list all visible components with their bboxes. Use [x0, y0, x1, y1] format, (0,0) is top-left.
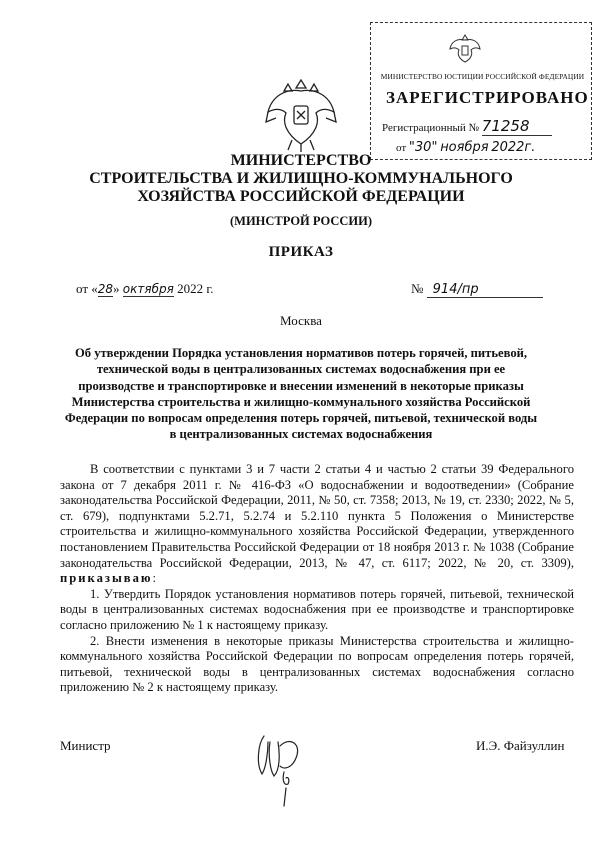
order-date-year: 2022 г. [173, 281, 214, 296]
signatory-name: И.Э. Файзуллин [476, 738, 565, 753]
stamp-reg-label: Регистрационный № [382, 122, 480, 134]
ministry-abbrev: (МИНСТРОЙ РОССИИ) [229, 214, 372, 228]
registration-stamp [370, 22, 592, 160]
signatory-position: Министр [60, 738, 111, 753]
body-paragraph-2: 2. Внести изменения в некоторые приказы Министерства строительства и жилищно-коммунального хозяйства Российской Федерации по вопросам определения потерь горячей, питьевой, технической воды в централизованных системах водоснабжения согласно приложению № 2 к настоящему приказу. [60, 633, 574, 695]
coat-of-arms-icon [262, 78, 340, 154]
stamp-date-day: "30" [408, 140, 438, 155]
stamp-date-year: 2022г. [491, 140, 536, 155]
document-type: ПРИКАЗ [268, 244, 334, 260]
order-date [76, 281, 213, 297]
ministry-title-line2: СТРОИТЕЛЬСТВА И ЖИЛИЩНО-КОММУНАЛЬНОГО [89, 170, 513, 187]
order-word-colon: : [152, 571, 156, 586]
order-date-day: 28 [97, 282, 114, 296]
body-paragraph-preamble [60, 462, 574, 587]
stamp-reg-line [382, 117, 552, 136]
ministry-title-line1: МИНИСТЕРСТВО [230, 152, 372, 169]
stamp-emblem-icon [447, 32, 483, 66]
order-body [60, 462, 574, 696]
stamp-registered: ЗАРЕГИСТРИРОВАНО [386, 88, 589, 107]
ministry-title-line3: ХОЗЯЙСТВА РОССИЙСКОЙ ФЕДЕРАЦИИ [137, 188, 465, 205]
order-number-value: 914/пр [427, 282, 543, 298]
ministry-title [0, 152, 602, 206]
order-subject: Об утверждении Порядка установления нормативов потерь горячей, питьевой, технической воды в централизованных системах водоснабжения при ее производстве и транспортировке и внесении изменений в некоторые приказы Министерства строительства и жилищно-коммунального хозяйства Российской Федерации по вопросам определения потерь горячей, питьевой, технической воды в централизованных системах водоснабжения [64, 346, 538, 442]
handwritten-signature [250, 724, 310, 814]
order-date-mid: » [113, 281, 123, 296]
stamp-reg-number: 71258 [482, 117, 552, 136]
body-paragraph-1: 1. Утвердить Порядок установления нормативов потерь горячей, питьевой, технической воды в централизованных системах водоснабжения при ее производстве и транспортировке согласно приложению № 1 к настоящему приказу. [60, 586, 574, 632]
order-date-month: октября [122, 282, 174, 296]
stamp-ministry: МИНИСТЕРСТВО ЮСТИЦИИ РОССИЙСКОЙ ФЕДЕРАЦИИ [380, 72, 585, 81]
stamp-date-month: ноября [440, 140, 489, 155]
order-word: приказываю [60, 571, 153, 586]
stamp-date-prefix: от [396, 142, 407, 154]
city: Москва [280, 313, 322, 328]
preamble-text: В соответствии с пунктами 3 и 7 части 2 статьи 4 и частью 2 статьи 39 Федерального закона от 7 декабря 2011 г. № 416-ФЗ «О водоснабжении и водоотведении» (Собрание законодательства Российской Федерации, 2011, № 50, ст. 7358; 2013, № 19, ст. 2330; 2022, № 5, ст. 679), подпунктами 5.2.71, 5.2.74 и 5.2.110 пункта 5 Положения о Министерстве строительства и жилищно-коммунального хозяйства Российской Федерации, утвержденного постановлением Правительства Российской Федерации от 18 ноября 2013 г. № 1038 (Собрание законодательства Российской Федерации, 2013, № 47, ст. 6117; 2022, № 20, ст. 3309), [60, 462, 574, 570]
order-number-prefix: № [411, 281, 424, 296]
order-date-prefix: от « [76, 281, 98, 296]
order-number [411, 281, 543, 298]
